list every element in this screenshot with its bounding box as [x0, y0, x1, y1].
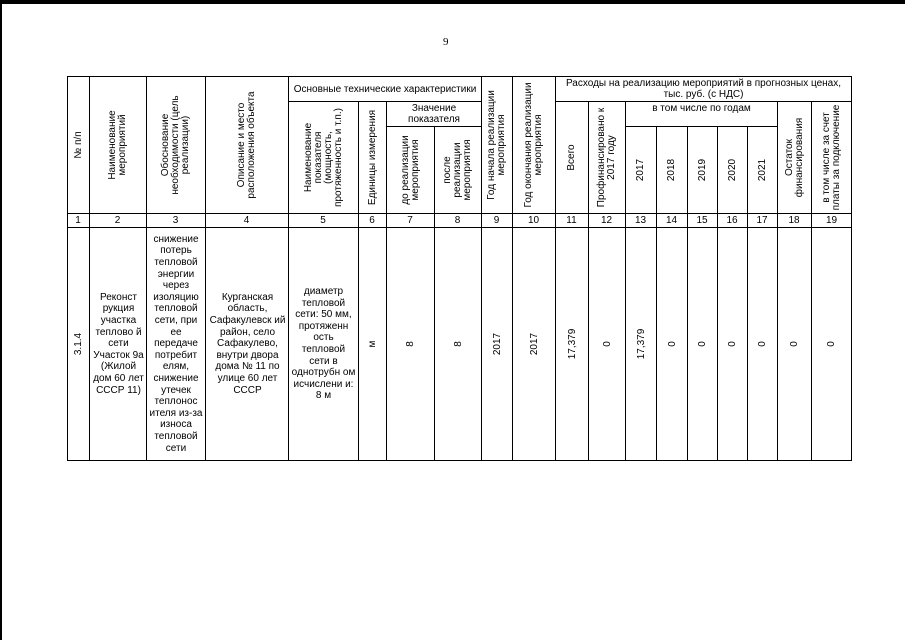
header-year-start: Год начала реализации мероприятия — [486, 90, 507, 200]
column-number: 2 — [114, 215, 121, 226]
header-year-2018: 2018 — [666, 158, 677, 182]
row-location: Курганская область, Сафакулевск ий район, село Сафакулево, внутри двора дома № 11 по улице 60 лет СССР — [209, 291, 286, 396]
header-total: Всего — [566, 144, 577, 171]
column-number: 6 — [369, 215, 375, 226]
row-unit: м — [367, 340, 378, 348]
row-year-2020: 0 — [727, 341, 738, 347]
row-number: 3.1.4 — [73, 332, 84, 356]
row-value-before: 8 — [405, 341, 416, 347]
header-years-group: в том числе по годам — [652, 103, 751, 114]
top-border-line — [0, 0, 905, 4]
header-year-2021: 2021 — [756, 158, 768, 182]
header-tech-name: Наименование показателя (мощность, протяженность и т.п.) — [302, 108, 344, 207]
row-year-2018: 0 — [666, 341, 678, 347]
header-col-no: № п/п — [72, 131, 84, 159]
header-prefinanced: Профинансировано к 2017 году — [596, 107, 617, 208]
header-connection-fee: в том числе за счет платы за подключение — [820, 104, 842, 211]
column-number: 3 — [172, 215, 179, 226]
page-number: 9 — [443, 36, 449, 48]
header-tech-unit: Единицы измерения — [366, 109, 378, 206]
row-year-start: 2017 — [491, 332, 503, 356]
column-number: 16 — [726, 215, 738, 226]
column-number: 5 — [320, 215, 326, 226]
header-year-2017: 2017 — [635, 158, 646, 182]
row-year-2017: 17,379 — [635, 328, 647, 360]
row-prefinanced: 0 — [601, 341, 613, 347]
column-number: 10 — [527, 215, 540, 226]
row-year-2021: 0 — [757, 341, 768, 347]
column-number: 9 — [493, 215, 500, 226]
column-number: 19 — [825, 215, 838, 226]
left-border-line — [0, 0, 2, 640]
row-year-end: 2017 — [528, 332, 540, 356]
row-remaining: 0 — [789, 341, 800, 347]
column-number: 17 — [756, 215, 768, 226]
header-year-2019: 2019 — [696, 158, 708, 182]
header-value-before: до реализации мероприятия — [399, 135, 421, 205]
header-value-after: после реализации мероприятия — [442, 139, 473, 201]
column-number: 18 — [788, 215, 800, 226]
row-connection-fee: 0 — [826, 341, 837, 347]
header-remaining: Остаток финансирования — [783, 117, 805, 198]
column-number: 11 — [566, 215, 577, 226]
column-number: 1 — [75, 215, 81, 226]
header-year-end: Год окончания реализации мероприятия — [523, 82, 544, 208]
column-number: 7 — [407, 215, 413, 226]
header-col-reason: Обоснование необходимости (цель реализации) — [160, 95, 191, 195]
row-total: 17,379 — [566, 328, 578, 360]
header-costs-group: Расходы на реализацию мероприятий в прогнозных ценах, тыс. руб. (с НДС) — [565, 78, 842, 100]
column-number: 14 — [665, 215, 678, 226]
header-tech-group: Основные технические характеристики — [293, 83, 477, 95]
row-indicator: диаметр тепловой сети: 50 мм, протяженн ость тепловой сети в однотрубн ом исчислени и: 8 м — [291, 286, 356, 402]
column-number: 4 — [243, 215, 250, 226]
column-number: 12 — [600, 215, 613, 226]
header-col-name: Наименование мероприятий — [107, 110, 128, 180]
column-number: 13 — [634, 215, 647, 226]
header-value-group: Значение показателя — [408, 103, 460, 125]
header-col-location: Описание и место расположения объекта — [236, 91, 257, 199]
row-year-2019: 0 — [697, 341, 708, 347]
row-value-after: 8 — [452, 341, 464, 347]
row-name: Реконст рукция участка теплово й сети Участок 9а (Жилой дом 60 лет СССР 11) — [93, 291, 144, 396]
column-number: 15 — [696, 215, 708, 226]
header-year-2020: 2020 — [726, 158, 738, 182]
row-reason: снижение потерь тепловой энергии через изоляцию тепловой сети, при ее передаче потребит елям, снижение утечек теплонос ителя из-за износа тепловой сети — [149, 233, 203, 454]
column-number: 8 — [454, 215, 461, 226]
